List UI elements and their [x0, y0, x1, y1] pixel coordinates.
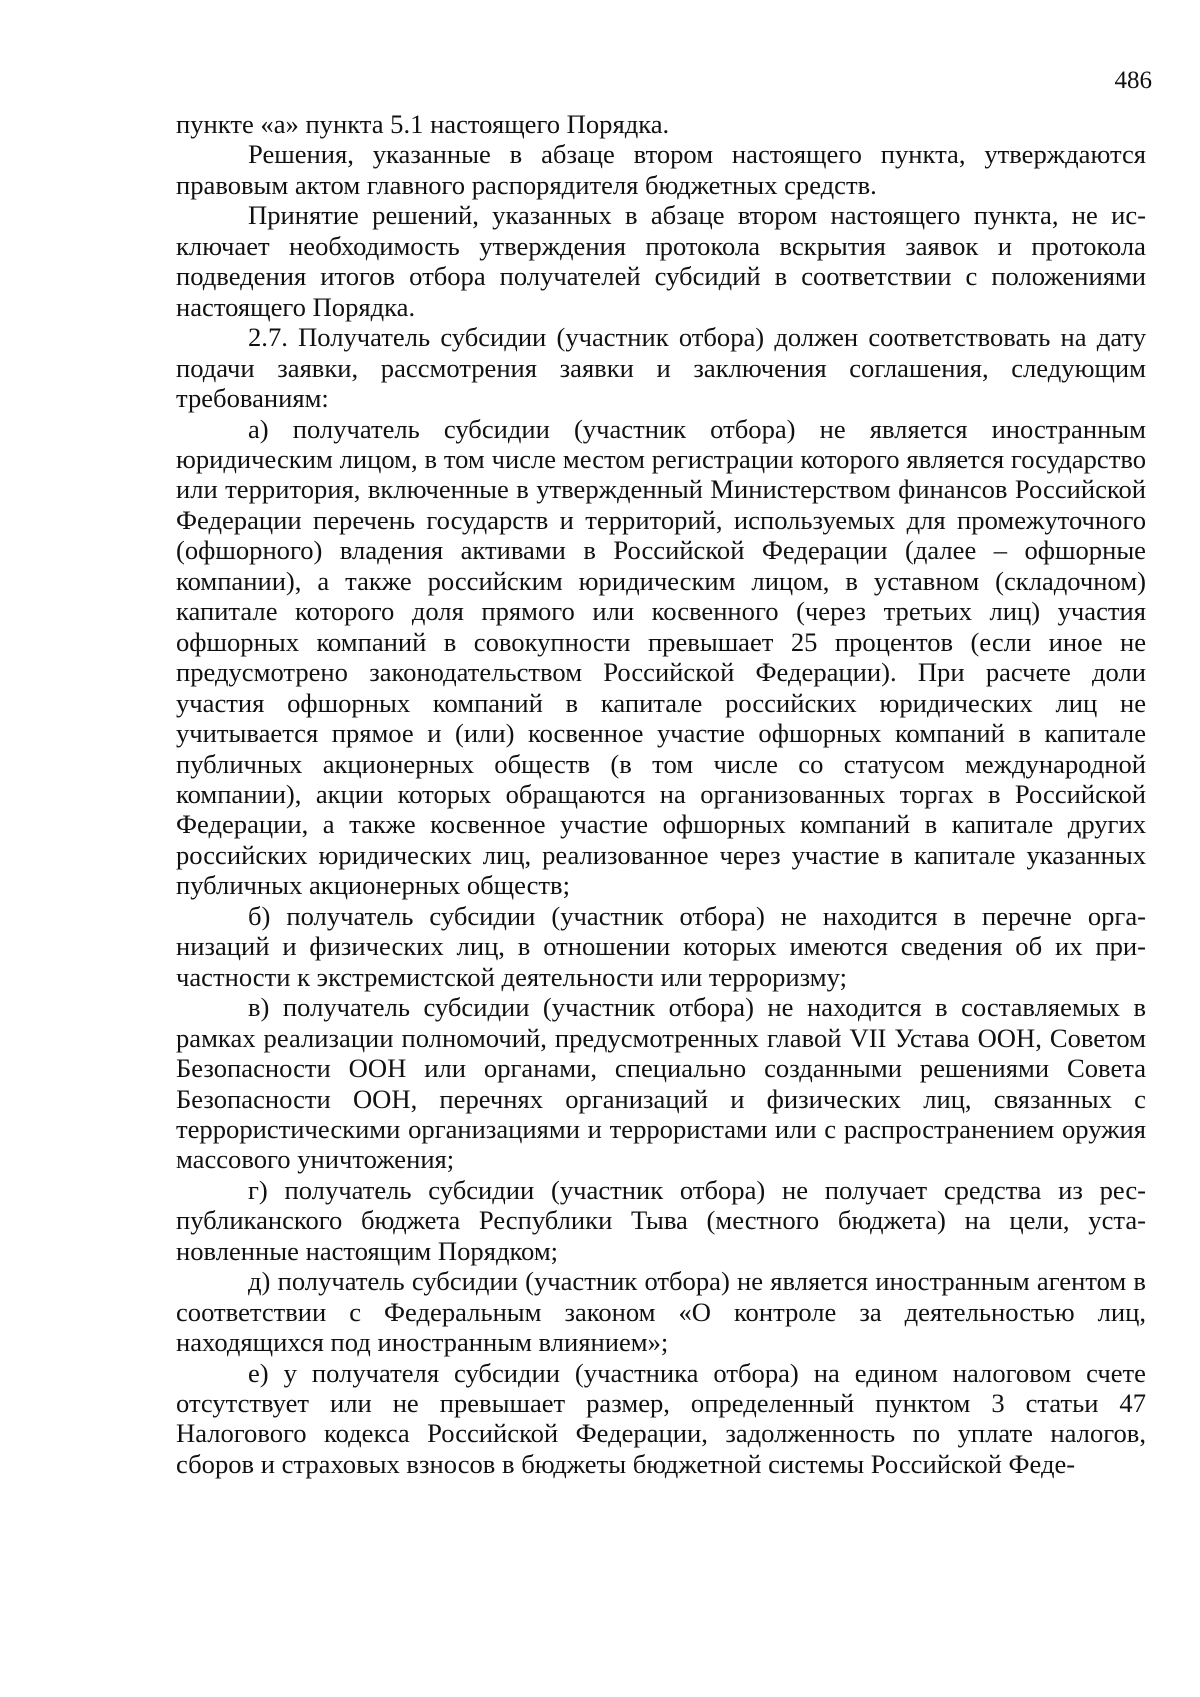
paragraph-item-b: б) получатель субсидии (участник отбора) не находится в перечне организаций и физических лиц, в отношении которых имеются сведения об их причастности к экстремистской деятельности или терроризму; [176, 900, 1146, 992]
paragraph-item-g: г) получатель субсидии (участник отбора) не получает средства из республиканского бюджета Республики Тыва (местного бюджета) на цели, установленные настоящим Порядком; [176, 1174, 1146, 1266]
paragraph-decisions-protocols: Принятие решений, указанных в абзаце втором настоящего пункта, не исключает необходимость утверждения протокола вскрытия заявок и протокола подведения итогов отбора получателей субсидий в соответствии с положениями настоящего Порядка. [176, 200, 1146, 322]
paragraph-item-d: д) получатель субсидии (участник отбора) не является иностранным агентом в соответствии с Федеральным законом «О контроле за деятельностью лиц, находящихся под иностранным влиянием»; [176, 1266, 1146, 1358]
paragraph-item-e: е) у получателя субсидии (участника отбора) на едином налоговом счете отсутствует или не превышает размер, определенный пунктом 3 статьи 47 Налогового кодекса Российской Федерации, задолженность по уплате налогов, сборов и страховых взносов в бюджеты бюджетной системы Российской Феде- [176, 1357, 1146, 1479]
paragraph-continuation: пункте «а» пункта 5.1 настоящего Порядка. [176, 109, 670, 139]
document-body [176, 109, 1146, 1479]
page-number: 486 [1114, 67, 1152, 94]
paragraph-item-a: а) получатель субсидии (участник отбора) не является иностранным юридическим лицом, в том числе местом регистрации которого является государство или территория, включенные в утвержденный Министерством финансов Российской Федерации перечень государств и территорий, используемых для промежуточного (офшорного) владения активами в Российской Федерации (далее – офшорные компании), а также российским юридическим лицом, в уставном (складочном) капитале которого доля прямого или косвенного (через третьих лиц) участия офшорных компаний в совокупности превышает 25 процентов (если иное не предусмотрено законодательством Российской Федерации). При расчете доли участия офшорных компаний в капитале российских юридических лиц не учитывается прямое и (или) косвенное участие офшорных компаний в капитале публичных акционерных обществ (в том числе со статусом международной компании), акции которых обращаются на организованных торгах в Российской Федерации, а также косвенное участие офшорных компаний в капитале других российских юридических лиц, реализованное через участие в капитале указанных публичных акционерных обществ; [176, 413, 1146, 901]
paragraph-item-v: в) получатель субсидии (участник отбора) не находится в составляемых в рамках реализации полномочий, предусмотренных главой VII Устава ООН, Советом Безопасности ООН или органами, специально созданными решениями Совета Безопасности ООН, перечнях организаций и физических лиц, связанных с террористическими организациями и террористами или с распространением оружия массового уничтожения; [176, 992, 1146, 1175]
paragraph-decisions-approval: Решения, указанные в абзаце втором настоящего пункта, утверждаются правовым актом главного распорядителя бюджетных средств. [176, 139, 1146, 200]
paragraph-section-2-7: 2.7. Получатель субсидии (участник отбора) должен соответствовать на дату подачи заявки, рассмотрения заявки и заключения соглашения, следующим требованиям: [176, 322, 1146, 414]
